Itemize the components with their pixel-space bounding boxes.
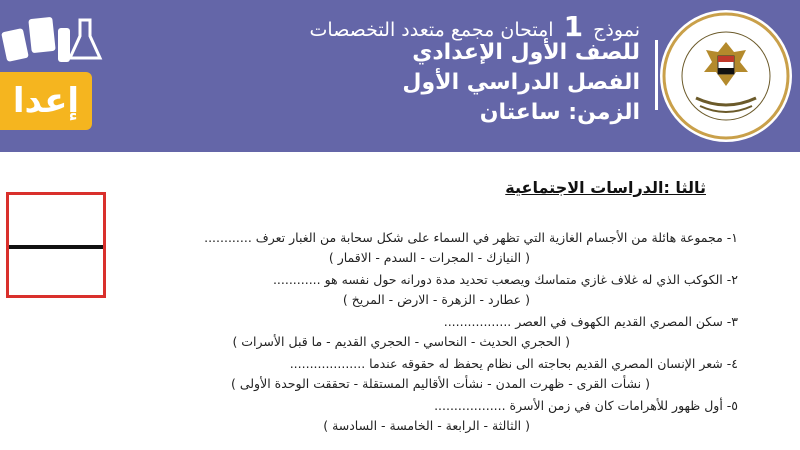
answer-box-divider (9, 245, 103, 249)
title-prefix: نموذج (593, 19, 640, 41)
header-banner (0, 0, 800, 152)
question-1: ١- مجموعة هائلة من الأجسام الغازية التي تظهر في السماء على شكل سحابة من الغبار تعرف ............ (204, 230, 738, 245)
ministry-logo (656, 6, 796, 146)
question-2: ٢- الكوكب الذي له غلاف غازي متماسك ويصعب تحديد مدة دورانه حول نفسه هو ............ (272, 272, 738, 287)
title-suffix: امتحان مجمع متعدد التخصصات (309, 19, 554, 41)
question-4: ٤- شعر الإنسان المصري القديم بحاجته الى نظام يحفظ له حقوقه عندما ................... (289, 356, 738, 371)
grade-label: للصف الأول الإعدادي (412, 40, 640, 65)
brand-graphic (0, 0, 110, 140)
question-3: ٣- سكن المصري القديم الكهوف في العصر ................. (443, 314, 738, 329)
answer-box (6, 192, 106, 298)
question-1-options: ( النيازك - المجرات - السدم - الاقمار ) (328, 250, 530, 265)
header-divider (655, 40, 658, 110)
question-4-options: ( نشأت القرى - ظهرت المدن - نشأت الأقاليم المستقلة - تحققت الوحدة الأولى ) (230, 376, 650, 391)
question-5: ٥- أول ظهور للأهرامات كان في زمن الأسرة .................. (434, 398, 738, 413)
exam-title (310, 10, 640, 43)
books-flask-icon (0, 0, 110, 80)
model-number: 1 (563, 10, 584, 43)
section-title: ثالثا :الدراسات الاجتماعية (505, 178, 706, 197)
question-2-options: ( عطارد - الزهرة - الارض - المريخ ) (342, 292, 530, 307)
brand-text: إعدا (0, 72, 92, 130)
term-label: الفصل الدراسي الأول (402, 70, 640, 95)
question-5-options: ( الثالثة - الرابعة - الخامسة - السادسة ) (323, 418, 530, 433)
eagle-emblem-icon (656, 6, 796, 146)
question-3-options: ( الحجري الحديث - النحاسي - الحجري القديم - ما قبل الأسرات ) (232, 334, 570, 349)
time-label: الزمن: ساعتان (479, 100, 640, 125)
